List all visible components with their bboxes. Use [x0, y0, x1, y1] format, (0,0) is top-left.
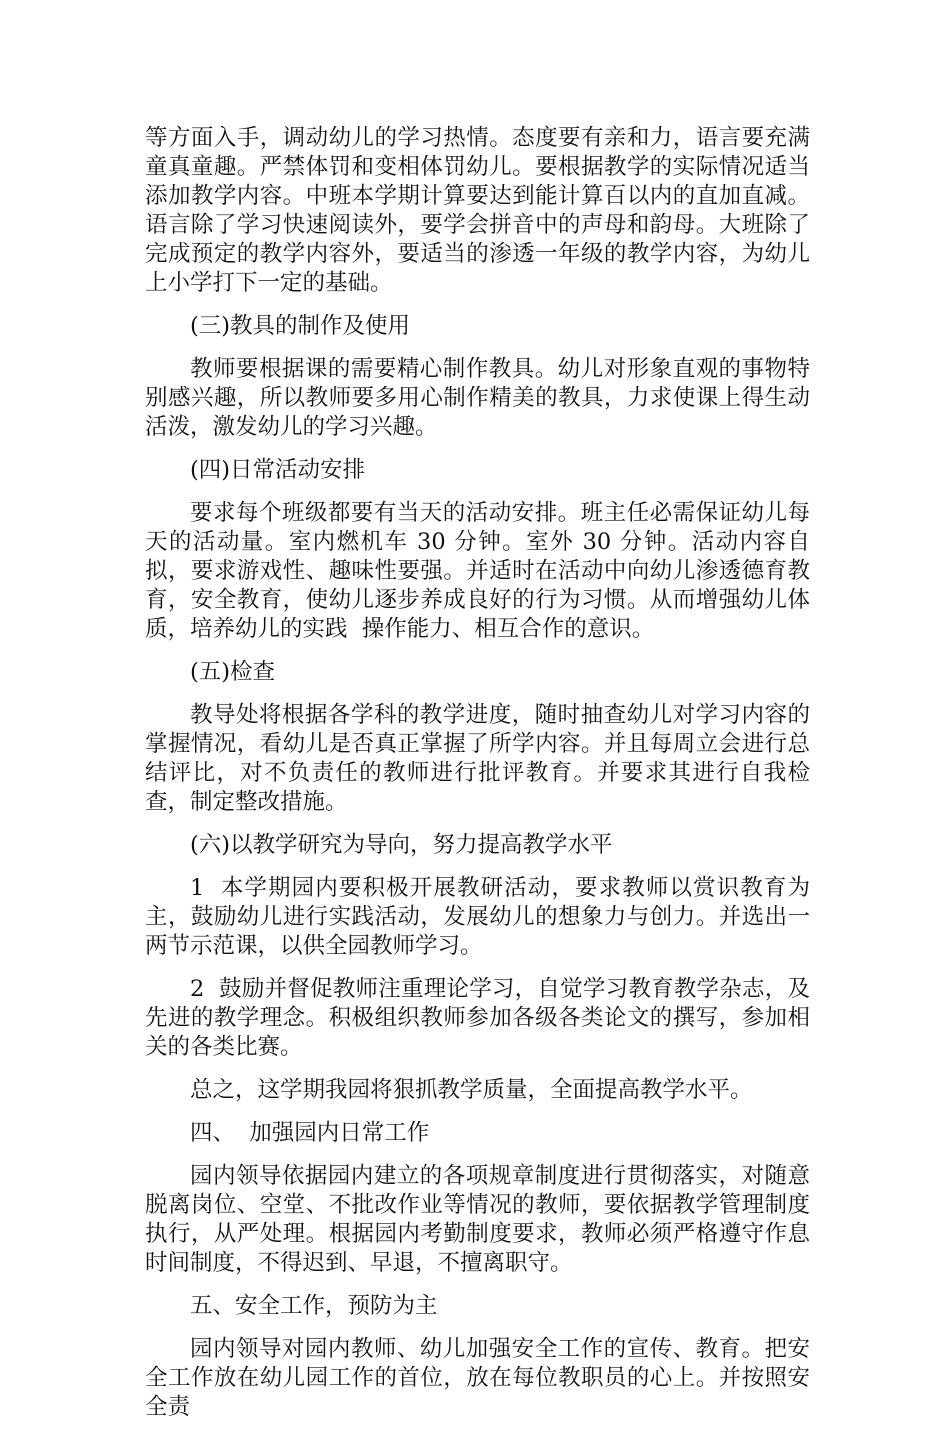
paragraph-teaching-content: 等方面入手，调动幼儿的学习热情。态度要有亲和力，语言要充满童真童趣。严禁体罚和变相体罚幼儿。要根据教学的实际情况适当添加教学内容。中班本学期计算要达到能计算百以内的直加直减。语言除了学习快速阅读外，要学会拼音中的声母和韵母。大班除了完成预定的教学内容外，要适当的渗透一年级的教学内容，为幼儿上小学打下一定的基础。 — [145, 125, 810, 296]
paragraph-daily-activities: 要求每个班级都要有当天的活动安排。班主任必需保证幼儿每天的活动量。室内燃机车 30 分钟。室外 30 分钟。活动内容自拟，要求游戏性、趣味性要强。并适时在活动中向幼儿渗透德育教育，安全教育，使幼儿逐步养成良好的行为习惯。从而增强幼儿体质，培养幼儿的实践 操作能力、相互合作的意识。 — [145, 500, 810, 642]
paragraph-teaching-aids: 教师要根据课的需要精心制作教具。幼儿对形象直观的事物特别感兴趣，所以教师要多用心制作精美的教具，力求使课上得生动活泼，激发幼儿的学习兴趣。 — [145, 356, 810, 440]
paragraph-daily-work: 园内领导依据园内建立的各项规章制度进行贯彻落实，对随意脱离岗位、空堂、不批改作业等情况的教师，要依据教学管理制度执行，从严处理。根据园内考勤制度要求，教师必须严格遵守作息时间制度，不得迟到、早退，不擅离职守。 — [145, 1163, 810, 1276]
paragraph-inspection: 教导处将根据各学科的教学进度，随时抽查幼儿对学习内容的掌握情况，看幼儿是否真正掌握了所学内容。并且每周立会进行总结评比，对不负责任的教师进行批评教育。并要求其进行自我检查，制定整改措施。 — [145, 702, 810, 815]
paragraph-research-item-2: 2 鼓励并督促教师注重理论学习，自觉学习教育教学杂志，及先进的教学理念。积极组织教师参加各级各类论文的撰写，参加相关的各类比赛。 — [145, 976, 810, 1060]
paragraph-safety-work: 园内领导对园内教师、幼儿加强安全工作的宣传、教育。把安全工作放在幼儿园工作的首位，放在每位教职员的心上。并按照安全责 — [145, 1336, 810, 1420]
paragraph-summary: 总之，这学期我园将狠抓教学质量，全面提高教学水平。 — [190, 1077, 753, 1103]
heading-inspection: (五)检查 — [190, 659, 276, 685]
heading-daily-work: 四、 加强园内日常工作 — [190, 1120, 430, 1146]
heading-teaching-research: (六)以教学研究为导向，努力提高教学水平 — [190, 832, 613, 858]
heading-teaching-aids: (三)教具的制作及使用 — [190, 313, 411, 339]
heading-daily-activities: (四)日常活动安排 — [190, 457, 366, 483]
document-page — [145, 124, 810, 1436]
paragraph-research-item-1: 1 本学期园内要积极开展教研活动，要求教师以赏识教育为主，鼓励幼儿进行实践活动，发展幼儿的想象力与创力。并选出一两节示范课，以供全园教师学习。 — [145, 875, 810, 959]
heading-safety-work: 五、安全工作，预防为主 — [190, 1293, 438, 1319]
